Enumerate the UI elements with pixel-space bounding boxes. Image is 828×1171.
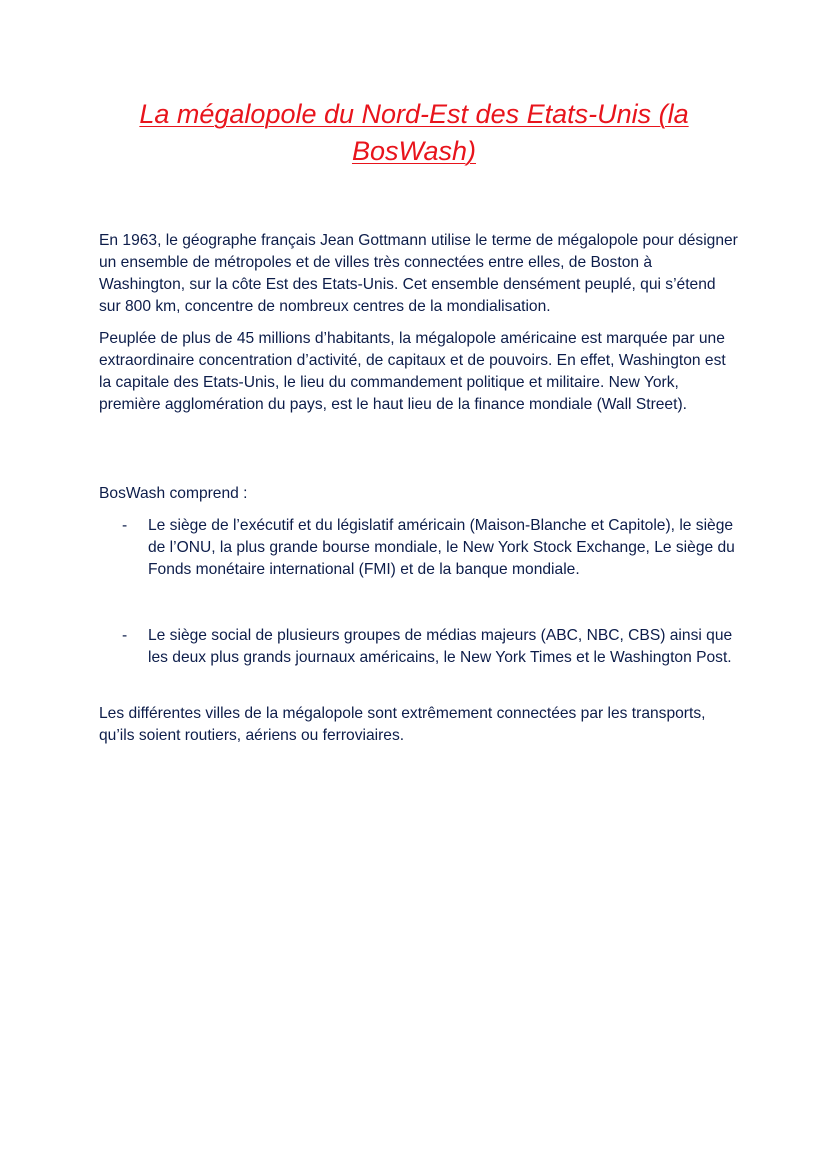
list-marker: -: [122, 627, 128, 644]
document-title: La mégalopole du Nord-Est des Etats-Unis (la BosWash): [139, 99, 689, 166]
list-intro: BosWash comprend :: [99, 485, 248, 502]
list-item: [99, 625, 739, 695]
list-item-text: Le siège de l’exécutif et du législatif américain (Maison-Blanche et Capitole), le siège de l’ONU, la plus grande bourse mondiale, le New York Stock Exchange, Le siège du Fonds monétaire international (FMI) et de la banque mondiale.: [148, 517, 735, 578]
conclusion-paragraph: Les différentes villes de la mégalopole sont extrêmement connectées par les transports, qu’ils soient routiers, aériens ou ferroviaires.: [99, 705, 706, 744]
intro-paragraph: En 1963, le géographe français Jean Gottmann utilise le terme de mégalopole pour désigner un ensemble de métropoles et de villes très connectées entre elles, de Boston à Washington, sur la côte Est des Etats-Unis. Cet ensemble densément peuplé, qui s’étend sur 800 km, concentre de nombreux centres de la mondialisation.: [99, 232, 738, 315]
list-item-text: Le siège social de plusieurs groupes de médias majeurs (ABC, NBC, CBS) ainsi que les deux plus grands journaux américains, le New York Times et le Washington Post.: [148, 627, 733, 666]
list-item: [99, 515, 739, 585]
population-paragraph: Peuplée de plus de 45 millions d’habitants, la mégalopole américaine est marquée par une extraordinaire concentration d’activité, de capitaux et de pouvoirs. En effet, Washington est la capitale des Etats-Unis, le lieu du commandement politique et militaire. New York, première agglomération du pays, est le haut lieu de la finance mondiale (Wall Street).: [99, 330, 726, 413]
list-marker: -: [122, 517, 128, 534]
